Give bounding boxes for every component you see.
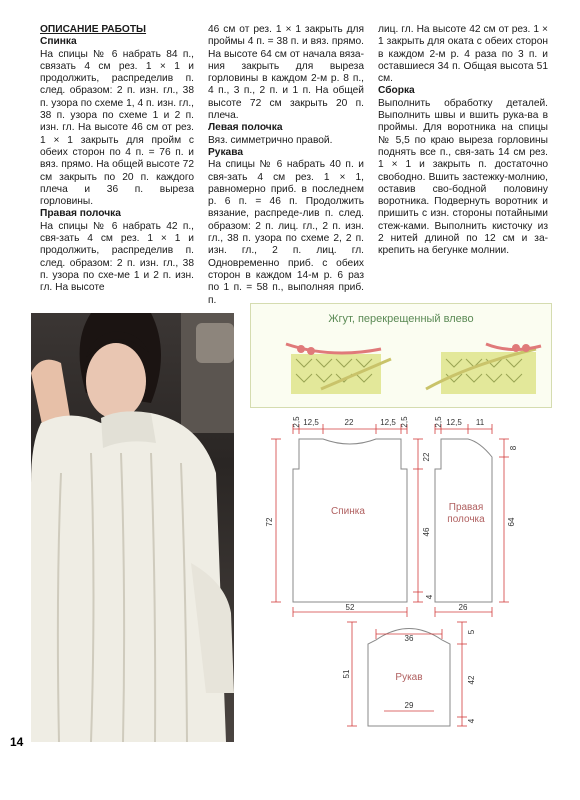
back-text: На спицы № 6 набрать 84 п., связать 4 см рез. 1 × 1 и продолжить, распределив п. след. образом: 2 п. изн. гл., 38 п. узора по схеме 1, 4 п. изн. гл., 38 п. узора по схеме 1 и 2 п. изн. гл. На высоте 46 см от рез. 1 × 1 закрыть для пройм с обеих сторон по 4 п. = 76 п. и вяз. прямо. На общей высоте 72 см закрыть по 20 п. каждого плеча и 36 п. выреза горловины. xyxy=(40,48,194,208)
cable-stitch-box xyxy=(250,303,552,408)
sleeve-bottom: 29 xyxy=(404,701,414,710)
right-front-text: На спицы № 6 набрать 42 п., свя-зать 4 см рез. 1 × 1 и продолжить, распределив п. след. образом: 2 п. изн. гл., 38 п. узора по схе-ме 1 и 2 п. изн. гл. На высоте xyxy=(40,220,194,294)
cable-step-1 xyxy=(286,344,391,394)
right-front-continued: 46 см от рез. 1 × 1 закрыть для проймы 4 п. = 38 п. и вяз. прямо. На высоте 64 см от начала вяза-ния закрыть для выреза горловины в каждом 2-м р. 8 п., 4 п., 3 п., 2 п. и 1 п. На общей высоте 72 см закрыть 20 п. плеча. xyxy=(208,24,364,122)
front-piece xyxy=(434,416,518,617)
front-dim-3: 11 xyxy=(475,418,485,427)
sleeve-right-1: 5 xyxy=(467,629,476,635)
model-photo-illustration xyxy=(31,313,234,742)
right-front-heading: Правая полочка xyxy=(40,208,121,220)
sleeve-piece xyxy=(342,622,476,726)
front-right-2: 64 xyxy=(507,517,516,527)
front-right-1: 8 xyxy=(509,445,518,451)
back-right-3: 4 xyxy=(425,594,434,600)
pattern-svg xyxy=(248,412,558,742)
pattern-schematic xyxy=(248,412,558,742)
cable-stitch-illustration xyxy=(251,304,551,407)
model-photo xyxy=(31,313,234,742)
instructions xyxy=(40,24,548,304)
sleeve-label: Рукав xyxy=(395,672,423,683)
back-dim-5: 2,5 xyxy=(400,416,409,428)
back-piece xyxy=(265,416,434,617)
cable-step-2 xyxy=(426,344,541,394)
back-label: Спинка xyxy=(331,506,365,517)
cable-stitch-title: Жгут, перекрещенный влево xyxy=(328,313,474,325)
back-right-1: 22 xyxy=(422,452,431,462)
back-dim-3: 22 xyxy=(344,418,354,427)
left-front-heading: Левая полочка xyxy=(208,122,283,134)
assembly-text: Выполнить обработку деталей. Выполнить швы и вшить рука-ва в проймы. Для воротника на спицы № 5,5 по краю выреза горловины поднять все п., свя-зать 14 см рез. 1 × 1 и закрыть п. достаточно свободно. Вшить застежку-молнию, оставив сво-бодной половину воротника. Подвернуть воротник и пришить с изн. стороны потайными стеж-ками. Выполнить кисточку из 2 нитей длиной по 12 см и за-крепить на бегунке молнии. xyxy=(378,97,548,257)
back-heading: Спинка xyxy=(40,36,77,48)
front-dim-1: 2,5 xyxy=(434,416,443,428)
front-width: 26 xyxy=(458,603,468,612)
front-dim-2: 12,5 xyxy=(446,418,462,427)
front-label-1: Правая xyxy=(448,502,484,513)
column-1 xyxy=(40,24,194,295)
sleeve-right-2: 42 xyxy=(467,675,476,685)
back-dim-1: 2,5 xyxy=(292,416,301,428)
sleeve-continued: лиц. гл. На высоте 42 см от рез. 1 × 1 закрыть для оката с обеих сторон в каждом 2-м р. 4 раза по 3 п. и оставшиеся 34 п. Общая высота 51 см. xyxy=(378,24,548,85)
sleeve-heading: Рукава xyxy=(208,146,244,158)
back-width: 52 xyxy=(345,603,355,612)
sleeve-right-3: 4 xyxy=(467,718,476,724)
page-number: 14 xyxy=(10,735,24,749)
assembly-heading: Сборка xyxy=(378,85,415,97)
sleeve-text: На спицы № 6 набрать 40 п. и свя-зать 4 см рез. 1 × 1, равномерно приб. в последнем р. 6 п. = 46 п. Продолжить вязание, распреде-лив п. след. образом: 2 п. лиц. гл., 2 п. изн. гл., 38 п. узора по схеме 2, 2 п. изн. гл., 2 п. лиц. гл. Одновременно приб. с обеих сторон в каждом 14-м р. 6 раз по 1 п. = 58 п., выполняя приб. п. xyxy=(208,159,364,306)
back-dim-2: 12,5 xyxy=(303,418,319,427)
section-title: ОПИСАНИЕ РАБОТЫ xyxy=(40,24,147,35)
back-height: 72 xyxy=(265,517,274,527)
column-2 xyxy=(208,24,364,307)
left-front-text: Вяз. симметрично правой. xyxy=(208,134,333,146)
back-right-2: 46 xyxy=(422,527,431,537)
column-3 xyxy=(378,24,548,258)
sleeve-top: 36 xyxy=(404,634,414,643)
back-dim-4: 12,5 xyxy=(380,418,396,427)
sleeve-height: 51 xyxy=(342,669,351,679)
front-label-2: полочка xyxy=(447,514,485,525)
